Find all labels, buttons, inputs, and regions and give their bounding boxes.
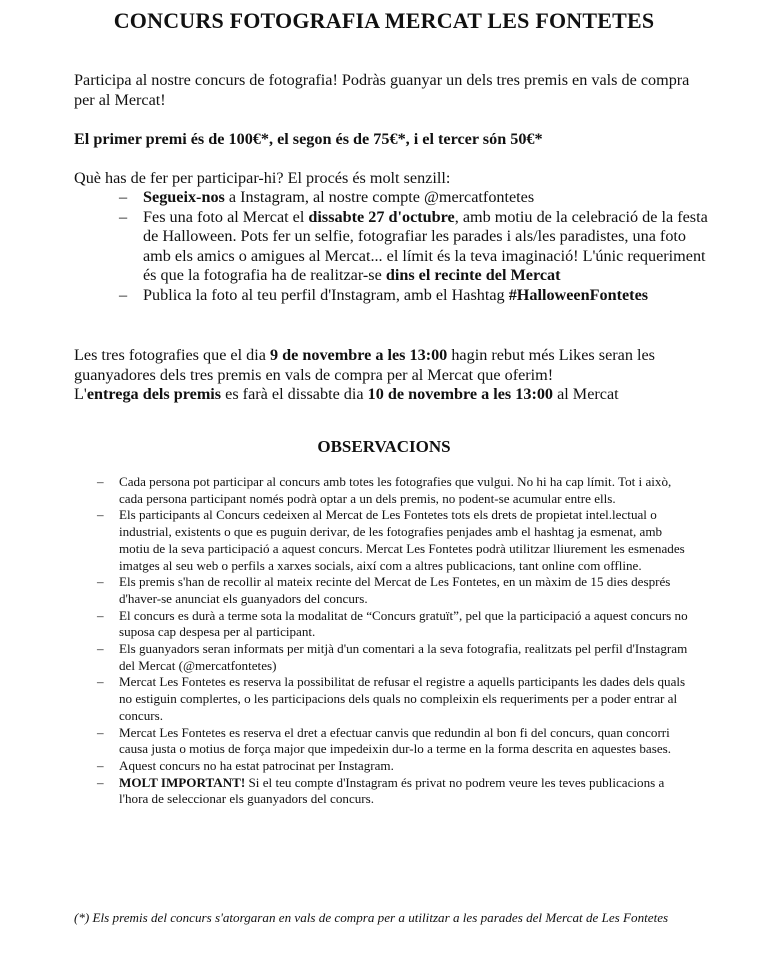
bullet-dash: –: [97, 607, 104, 623]
results-text: L': [74, 385, 87, 403]
list-item: [74, 208, 714, 286]
list-item: [74, 188, 714, 208]
observation-text: Els premis s'han de recollir al mateix recinte del Mercat de Les Fontetes, en un màxim de 15 dies després d'haver-se anunciat els guanyadors del concurs.: [119, 574, 671, 606]
list-item: [74, 758, 694, 775]
observation-text: Mercat Les Fontetes es reserva la possibilitat de refusar el registre a aquells participants les dades dels quals no estiguin complertes, o les participacions dels quals no compleixin els requeriments per a poder entrar al concurs.: [119, 674, 686, 723]
observation-text: Cada persona pot participar al concurs amb totes les fotografies que vulgui. No hi ha cap límit. Tot i això, cada persona participant només podrà optar a un dels premis, no podent-se acumular entre ells.: [119, 474, 672, 506]
step-bold: dissabte 27 d'octubre: [308, 207, 455, 226]
list-item: [74, 674, 694, 724]
observation-text: Si el teu compte d'Instagram és privat no podrem veure les teves publicacions a l'hora de seleccionar els guanyadors del concurs.: [119, 774, 665, 807]
list-item: [74, 507, 694, 574]
page-title: CONCURS FOTOGRAFIA MERCAT LES FONTETES: [113, 8, 655, 33]
step-text: Fes una foto al Mercat el: [143, 207, 309, 226]
observations-heading: OBSERVACIONS: [317, 437, 451, 456]
observation-text: Aquest concurs no ha estat patrocinat per Instagram.: [119, 757, 394, 773]
bullet-dash: –: [97, 641, 104, 657]
step-bold: Segueix-nos: [143, 188, 225, 206]
steps-list: [74, 188, 714, 305]
observation-text: Mercat Les Fontetes es reserva el dret a efectuar canvis que redundin al bon fi del concurs, quan concorri causa justa o motius de força major que impedeixin dur-lo a terme en la forma descrita en aquestes bases.: [119, 724, 672, 757]
list-item: [74, 775, 694, 808]
bullet-dash: –: [97, 724, 104, 740]
intro-paragraph: Participa al nostre concurs de fotografia! Podràs guanyar un dels tres premis en vals de compra per al Mercat!: [74, 71, 690, 109]
bullet-dash: –: [97, 507, 104, 523]
footnote: (*) Els premis del concurs s'atorgaran en vals de compra per a utilitzar a les parades del Mercat de Les Fontetes: [74, 910, 669, 925]
bullet-dash: –: [97, 474, 104, 489]
results-bold: entrega dels premis: [86, 385, 222, 403]
bullet-dash: –: [97, 674, 104, 690]
results-text: Les tres fotografies que el dia: [74, 346, 270, 364]
results-text: hagin rebut més Likes seran les guanyadores dels tres premis en vals de compra per al Mercat que oferim!: [74, 346, 655, 384]
step-bold: #HalloweenFontetes: [508, 285, 649, 304]
bullet-dash: –: [97, 574, 104, 590]
bullet-dash: –: [119, 188, 128, 206]
prizes-paragraph: El primer premi és de 100€*, el segon és de 75€*, i el tercer són 50€*: [74, 130, 543, 148]
list-item: [74, 608, 694, 641]
results-text: al Mercat: [553, 385, 619, 403]
observation-text: Els guanyadors seran informats per mitjà d'un comentari a la seva fotografia, realitzats pel perfil d'Instagram del Mercat (@mercatfontetes): [119, 641, 688, 673]
results-text: es farà el dissabte dia: [221, 385, 368, 403]
how-to-paragraph: Què has de fer per participar-hi? El procés és molt senzill:: [74, 169, 451, 187]
step-bold: dins el recinte del Mercat: [385, 266, 561, 284]
results-bold: 9 de novembre a les 13:00: [269, 346, 448, 364]
list-item: [74, 286, 714, 306]
step-text: Publica la foto al teu perfil d'Instagram, amb el Hashtag: [143, 285, 509, 304]
list-item: [74, 474, 694, 507]
bullet-dash: –: [119, 207, 128, 226]
important-bold: MOLT IMPORTANT!: [119, 774, 246, 790]
observation-text: El concurs es durà a terme sota la modalitat de “Concurs gratuït”, pel que la participació a aquest concurs no suposa cap despesa per al participant.: [119, 607, 688, 640]
bullet-dash: –: [119, 285, 128, 304]
list-item: [74, 725, 694, 758]
bullet-dash: –: [97, 757, 104, 773]
step-text: , amb motiu de la celebració de la festa de Halloween. Pots fer un selfie, fotografiar les parades i als/les paradistes, una foto amb els amics o amigues al Mercat... el límit és la teva imaginació! L'únic requeriment és que la fotografia ha de realitzar-se: [143, 207, 708, 284]
bullet-dash: –: [97, 774, 104, 790]
list-item: [74, 574, 694, 607]
observation-text: Els participants al Concurs cedeixen al Mercat de Les Fontetes tots els drets de propietat intel.lectual o industrial, existents o que es puguin derivar, de les fotografies penjades amb el hashtag ja esmenat, amb motiu de la seva participació a aquest concurs. Mercat Les Fontetes podrà utilitzar lliurement les esmenades imatges al seu web o perfils a xarxes socials, així com a altres publicacions, tant online com offline.: [119, 507, 685, 573]
list-item: [74, 641, 694, 674]
results-bold: 10 de novembre a les 13:00: [367, 385, 554, 403]
results-paragraph: [74, 346, 714, 405]
step-text: a Instagram, al nostre compte @mercatfontetes: [224, 188, 535, 206]
observations-list: [74, 474, 694, 808]
